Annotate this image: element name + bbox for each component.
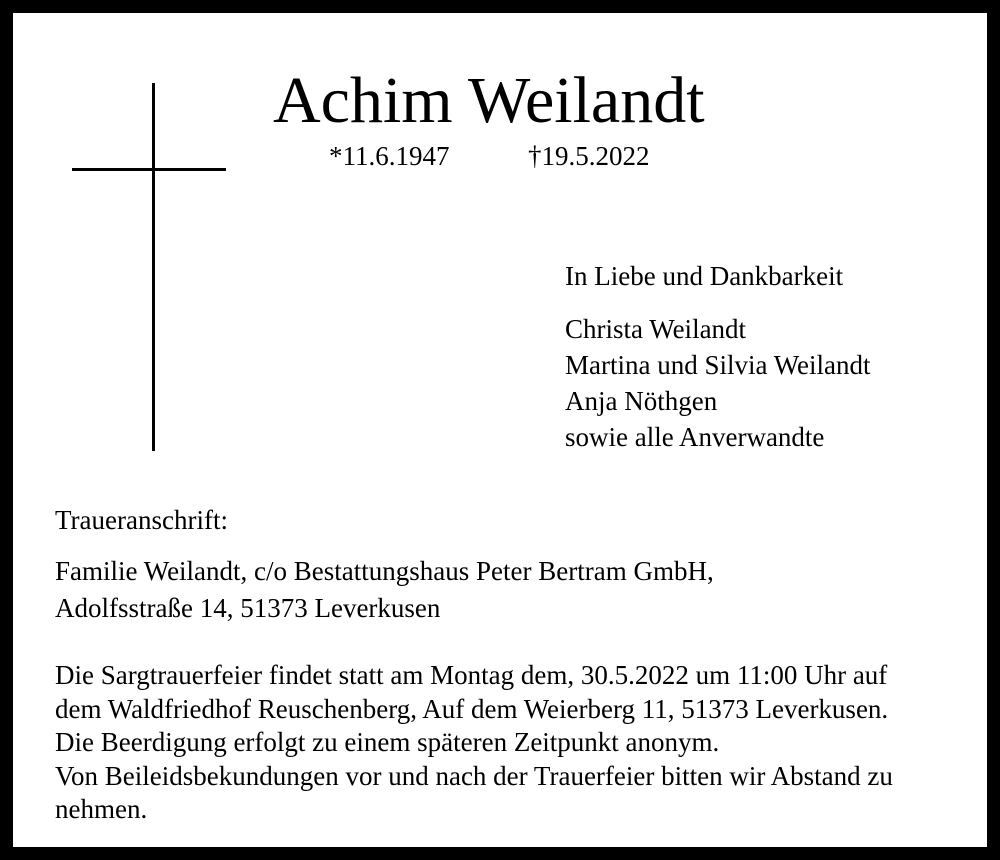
ceremony-line: dem Waldfriedhof Reuschenberg, Auf dem Weierberg 11, 51373 Leverkusen.: [55, 693, 889, 724]
ceremony-text: [55, 659, 955, 827]
mourner-name: sowie alle Anverwandte: [565, 422, 825, 452]
mourner-name: Anja Nöthgen: [565, 386, 718, 416]
mourner-name: Martina und Silvia Weilandt: [565, 350, 871, 380]
ceremony-line: Von Beileidsbekundungen vor und nach der Trauerfeier bitten wir Abstand zu: [55, 760, 893, 791]
mourners-intro: In Liebe und Dankbarkeit: [565, 261, 844, 291]
address-line: Familie Weilandt, c/o Bestattungshaus Peter Bertram GmbH,: [55, 556, 714, 586]
ceremony-line: Die Beerdigung erfolgt zu einem späteren Zeitpunkt anonym.: [55, 727, 720, 758]
deceased-name: Achim Weilandt: [273, 64, 705, 137]
cross-horizontal-bar: [72, 168, 226, 171]
cross-vertical-bar: [152, 83, 155, 451]
address-line: Adolfsstraße 14, 51373 Leverkusen: [55, 593, 441, 623]
address-block: [55, 553, 955, 627]
birth-date: *11.6.1947: [329, 141, 450, 171]
ceremony-line: Die Sargtrauerfeier findet statt am Montag dem, 30.5.2022 um 11:00 Uhr auf: [55, 660, 888, 690]
death-date: †19.5.2022: [528, 141, 650, 171]
mourners-block: [565, 258, 985, 455]
address-label: Traueranschrift:: [55, 505, 228, 535]
ceremony-line: nehmen.: [55, 794, 148, 825]
mourner-name: Christa Weilandt: [565, 314, 747, 344]
